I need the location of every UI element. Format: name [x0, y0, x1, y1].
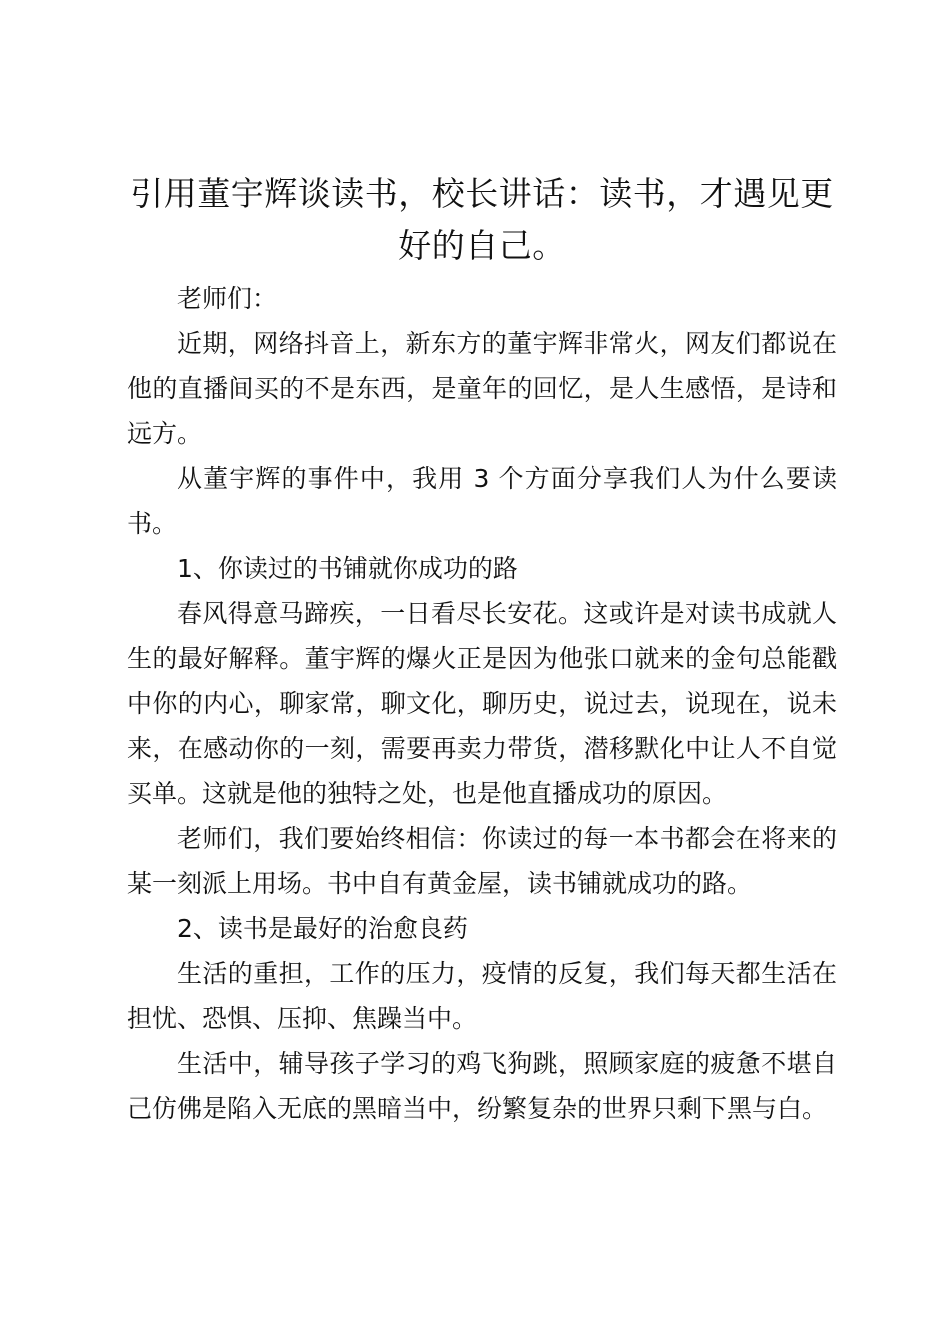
document-title: 引用董宇辉谈读书，校长讲话：读书，才遇见更好的自己。 — [130, 174, 834, 265]
salutation: 老师们： — [177, 284, 278, 313]
paragraph-section-2b: 生活中，辅导孩子学习的鸡飞狗跳，照顾家庭的疲惫不堪自己仿佛是陷入无底的黑暗当中，纷繁复杂的世界只剩下黑与白。 — [127, 1049, 837, 1123]
document-body — [127, 168, 837, 1131]
paragraph-section-1b: 老师们，我们要始终相信：你读过的每一本书都会在将来的某一刻派上用场。书中自有黄金屋，读书铺就成功的路。 — [127, 824, 837, 898]
paragraph-section-2a: 生活的重担，工作的压力，疫情的反复，我们每天都生活在担忧、恐惧、压抑、焦躁当中。 — [127, 959, 837, 1033]
section-heading-2: 2、读书是最好的治愈良药 — [177, 914, 468, 943]
paragraph-intro: 近期，网络抖音上，新东方的董宇辉非常火，网友们都说在他的直播间买的不是东西，是童年的回忆，是人生感悟，是诗和远方。 — [127, 329, 837, 448]
section-heading-1: 1、你读过的书铺就你成功的路 — [177, 554, 518, 583]
paragraph-section-1a: 春风得意马蹄疾，一日看尽长安花。这或许是对读书成就人生的最好解释。董宇辉的爆火正是因为他张口就来的金句总能戳中你的内心，聊家常，聊文化，聊历史，说过去，说现在，说未来，在感动你的一刻，需要再卖力带货，潜移默化中让人不自觉买单。这就是他的独特之处，也是他直播成功的原因。 — [127, 599, 837, 808]
paragraph-overview: 从董宇辉的事件中，我用 3 个方面分享我们人为什么要读书。 — [127, 464, 837, 538]
